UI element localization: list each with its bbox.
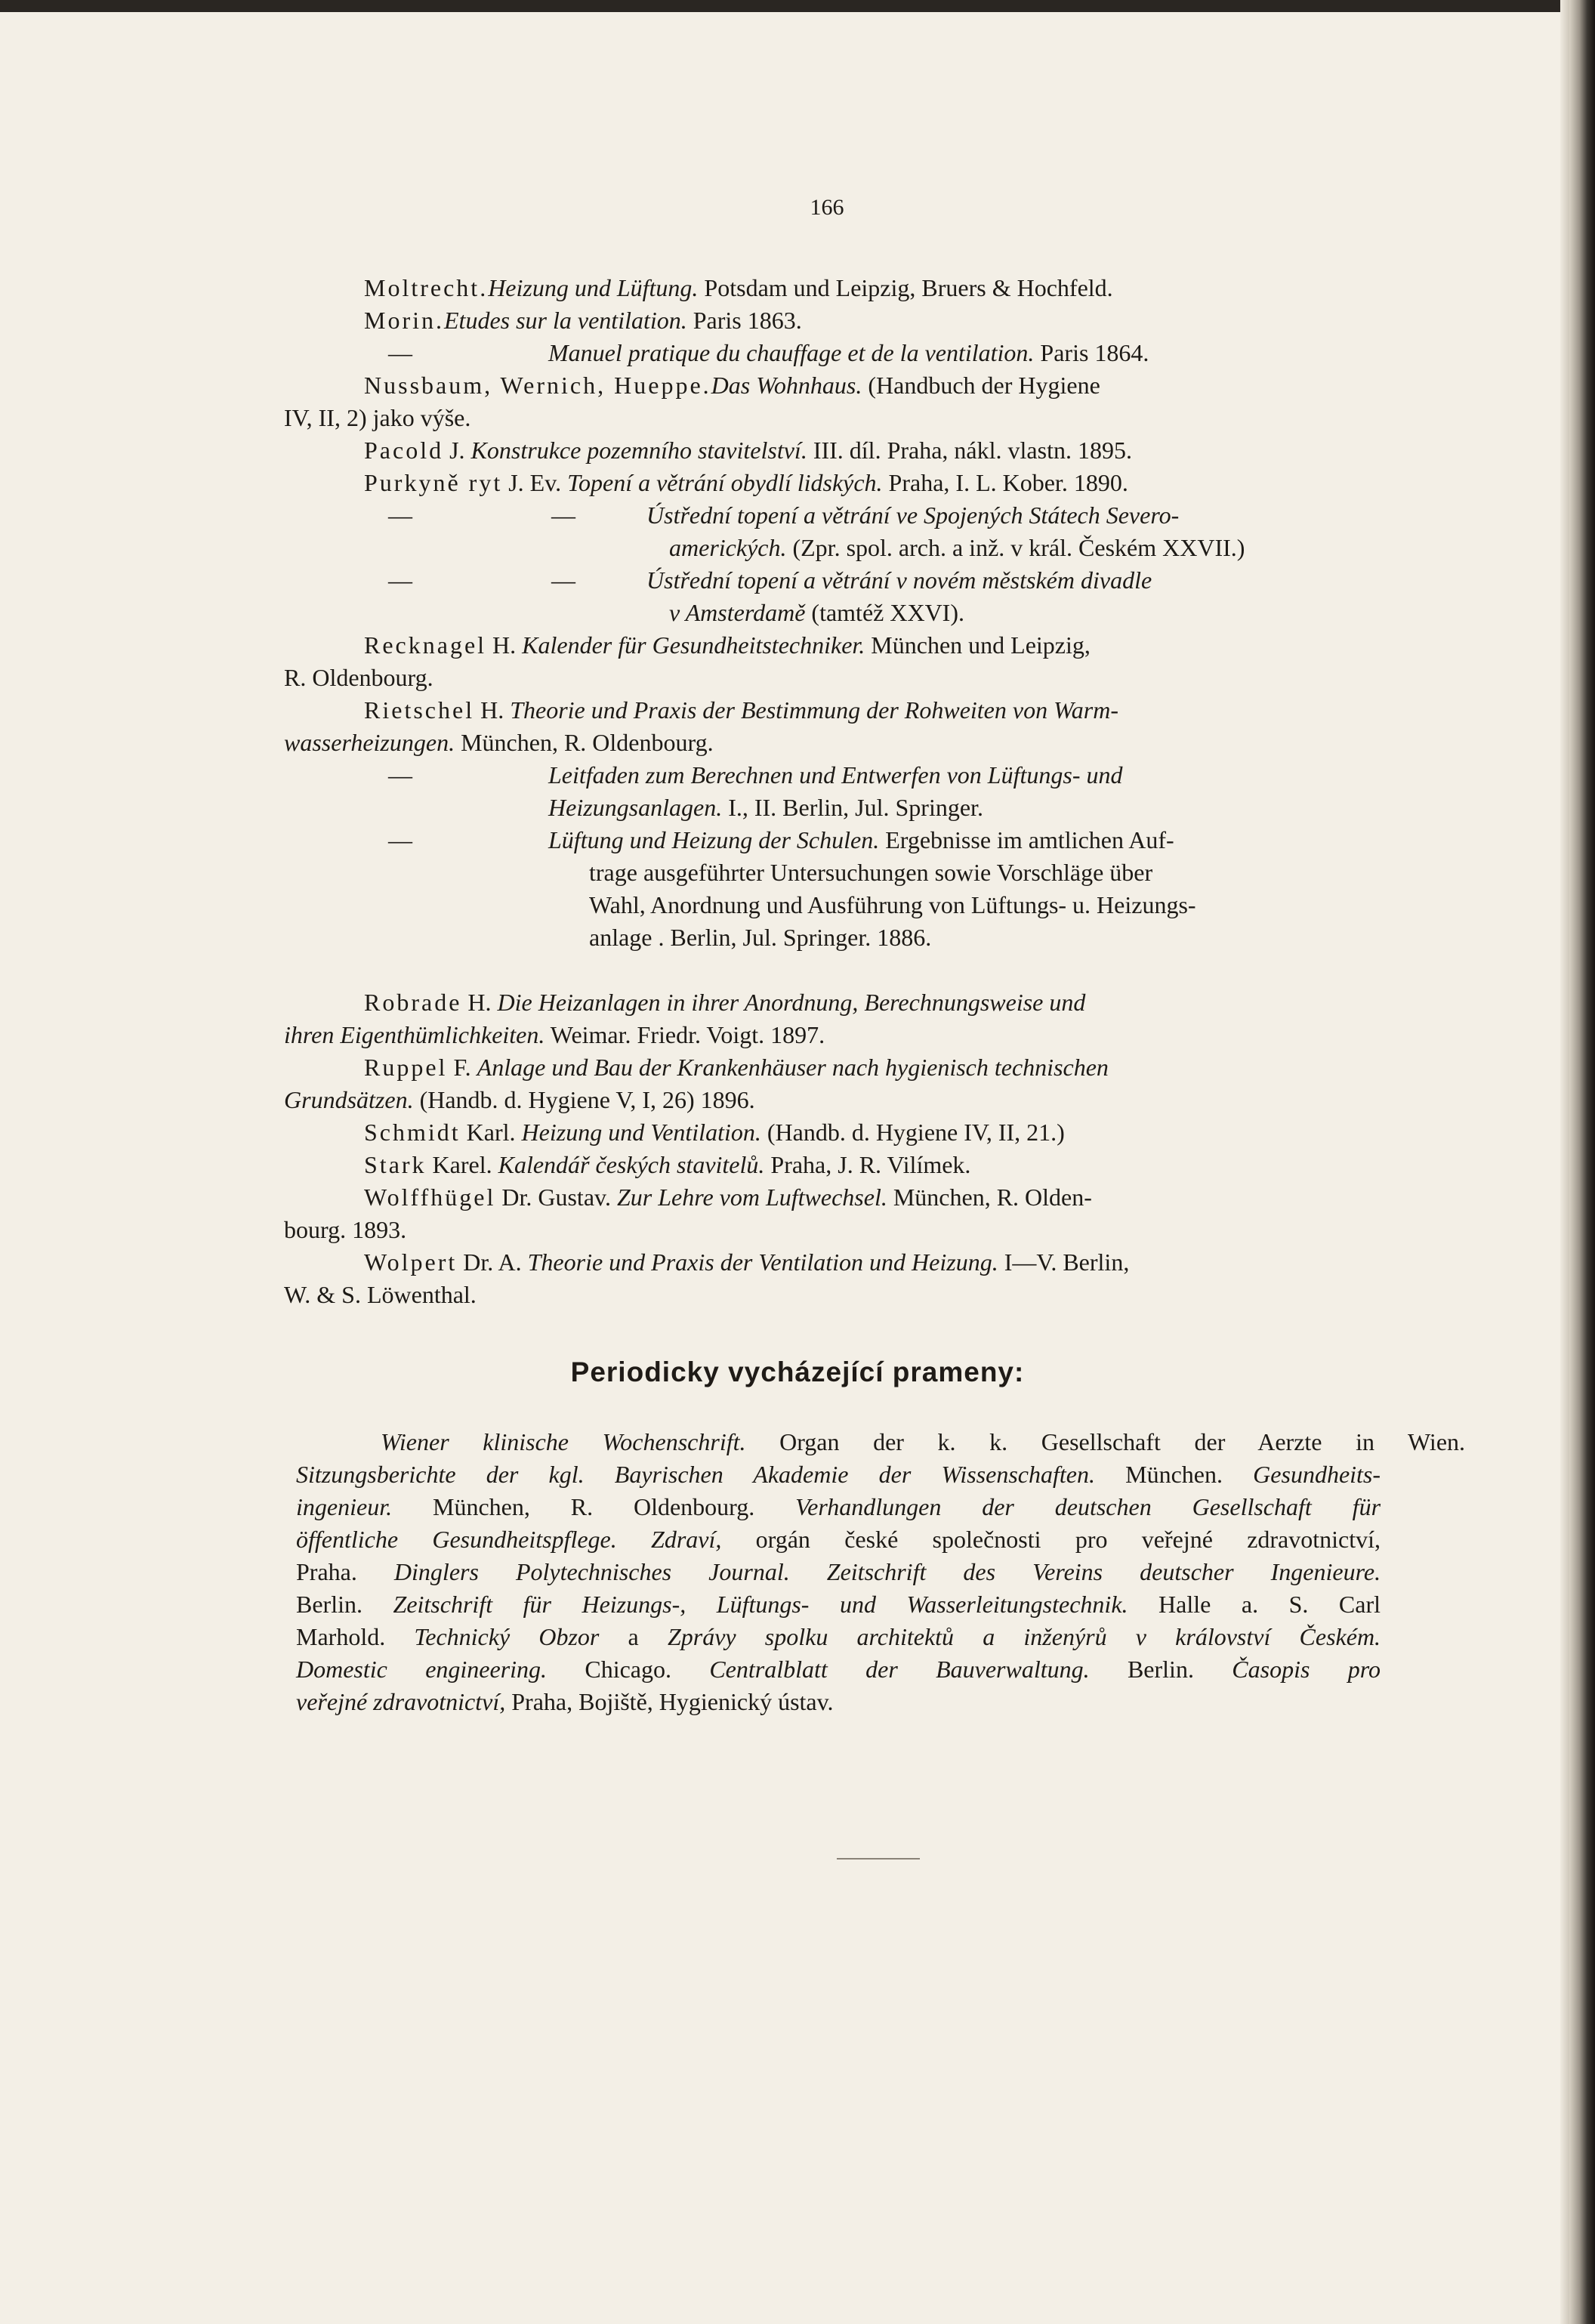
entry-title: Theorie und Praxis der Bestimmung der Rohweiten von Warm- bbox=[510, 696, 1119, 724]
periodical-text: Halle a. S. Carl bbox=[1128, 1591, 1381, 1618]
entry-publication: Weimar. Friedr. Voigt. 1897. bbox=[545, 1021, 825, 1048]
entry-line bbox=[669, 597, 964, 629]
entry-line: Wahl, Anordnung und Ausführung von Lüftungs- u. Heizungs- bbox=[589, 891, 1196, 918]
entry-title: Heizung und Ventilation. bbox=[521, 1119, 761, 1146]
periodical-title: Zprávy spolku architektů a inženýrů v království Českém. bbox=[667, 1623, 1381, 1650]
entry-publication: (Handbuch der Hygiene bbox=[862, 372, 1100, 399]
entry-line bbox=[364, 434, 1132, 467]
entry-author: Rietschel bbox=[364, 696, 475, 724]
entry-title: Anlage und Bau der Krankenhäuser nach hygienisch technischen bbox=[477, 1054, 1109, 1081]
entry-text bbox=[548, 824, 1174, 856]
entry-publication: Ergebnisse im amtlichen Auf- bbox=[879, 826, 1174, 853]
periodicals-line bbox=[296, 1523, 1381, 1556]
entry-title: Lüftung und Heizung der Schulen. bbox=[548, 826, 880, 853]
periodical-text: Praha. bbox=[296, 1558, 394, 1585]
entry-publication: (Handb. d. Hygiene IV, II, 21.) bbox=[760, 1119, 1065, 1146]
periodical-text: Chicago. bbox=[547, 1656, 710, 1683]
entry-publication: Praha, J. R. Vilímek. bbox=[764, 1151, 971, 1178]
ditto-dash: — bbox=[388, 502, 412, 529]
periodical-title: öffentliche Gesundheitspflege. bbox=[296, 1526, 617, 1553]
entry-publication: (tamtéž XXVI). bbox=[805, 599, 964, 626]
periodical-title: Zeitschrift für Heizungs-, Lüftungs- und Wasserleitungstechnik. bbox=[393, 1591, 1128, 1618]
entry-initials: Dr. A. bbox=[457, 1248, 528, 1276]
entry-title: Die Heizanlagen in ihrer Anordnung, Berechnungsweise und bbox=[497, 989, 1086, 1016]
periodical-title: Domestic engineering. bbox=[296, 1656, 548, 1683]
entry-line bbox=[364, 1181, 1092, 1214]
entry-line bbox=[364, 1116, 1065, 1149]
entry-author: Robrade bbox=[364, 989, 462, 1016]
periodical-title: Zeitschrift des Vereins deutscher Ingenieure. bbox=[826, 1558, 1381, 1585]
periodical-text: Organ der k. k. Gesellschaft der Aerzte in Wien. bbox=[745, 1428, 1466, 1455]
entry-title: Manuel pratique du chauffage et de la ventilation. bbox=[548, 339, 1035, 366]
periodical-text: orgán české společnosti pro veřejné zdravotnictví, bbox=[721, 1526, 1381, 1553]
periodicals-line bbox=[296, 1686, 1381, 1718]
periodicals-line bbox=[296, 1588, 1381, 1621]
entry-title: Kalendář českých stavitelů. bbox=[498, 1151, 765, 1178]
entry-line bbox=[364, 369, 1100, 402]
ditto-dash: — bbox=[388, 826, 412, 853]
periodical-title: ingenieur. bbox=[296, 1493, 393, 1520]
entry-title: Kalender für Gesundheitstechniker. bbox=[522, 631, 865, 659]
entry-title: Heizung und Lüftung. bbox=[488, 274, 699, 301]
entry-author: Stark bbox=[364, 1151, 427, 1178]
ditto-dash: — bbox=[388, 566, 412, 594]
page-number: 166 bbox=[810, 195, 844, 220]
entry-author: Pacold bbox=[364, 437, 444, 464]
entry-publication: München und Leipzig, bbox=[865, 631, 1091, 659]
entry-line bbox=[284, 1279, 477, 1311]
periodical-text: Berlin. bbox=[296, 1591, 393, 1618]
ditto-dash: — bbox=[388, 761, 412, 789]
entry-line: anlage . Berlin, Jul. Springer. 1886. bbox=[589, 924, 932, 951]
entry-text bbox=[548, 759, 1122, 792]
periodical-text: München. bbox=[1094, 1461, 1254, 1488]
entry-title: Etudes sur la ventilation. bbox=[444, 307, 687, 334]
entry-title: Konstrukce pozemního stavitelství. bbox=[470, 437, 807, 464]
entry-line bbox=[364, 629, 1091, 662]
periodicals-line bbox=[296, 1458, 1381, 1491]
section-heading: Periodicky vycházející prameny: bbox=[570, 1356, 1025, 1387]
periodical-text: Berlin. bbox=[1089, 1656, 1232, 1683]
entry-author: Morin. bbox=[364, 307, 444, 334]
ditto-dash: — bbox=[388, 339, 412, 366]
periodical-title: Centralblatt der Bauverwaltung. bbox=[709, 1656, 1090, 1683]
ditto-dash: — bbox=[551, 566, 575, 594]
entry-line bbox=[548, 792, 983, 824]
entry-title: Ústřední topení a větrání ve Spojených Státech Severo- bbox=[646, 502, 1180, 529]
scan-page-shadow bbox=[1560, 0, 1569, 2324]
ditto-dash: — bbox=[551, 502, 575, 529]
periodical-title: Technický Obzor bbox=[414, 1623, 600, 1650]
periodical-title: veřejné zdravotnictví, bbox=[296, 1688, 506, 1715]
entry-title-continued: v Amsterdamě bbox=[669, 599, 806, 626]
periodical-title: Zdraví, bbox=[651, 1526, 722, 1553]
periodical-title: Wiener klinische Wochenschrift. bbox=[381, 1428, 746, 1455]
entry-line: trage ausgeführter Untersuchungen sowie Vorschläge über bbox=[589, 859, 1153, 886]
entry-line bbox=[364, 304, 802, 337]
scan-top-edge bbox=[0, 0, 1595, 12]
entry-publication: München, R. Oldenbourg. bbox=[455, 729, 714, 756]
entry-publication: IV, II, 2) jako výše. bbox=[284, 404, 471, 431]
entry-publication: (Handb. d. Hygiene V, I, 26) 1896. bbox=[413, 1086, 755, 1113]
entry-publication: Paris 1863. bbox=[686, 307, 802, 334]
entry-title-continued: Heizungsanlagen. bbox=[548, 794, 723, 821]
entry-line bbox=[364, 1051, 1109, 1084]
periodical-text: Praha, Bojiště, Hygienický ústav. bbox=[505, 1688, 834, 1715]
entry-text bbox=[646, 564, 1152, 597]
entry-initials: J. Ev. bbox=[502, 469, 568, 496]
periodical-title: Dinglers Polytechnisches Journal. bbox=[393, 1558, 790, 1585]
entry-line bbox=[364, 1246, 1129, 1279]
periodical-text: Marhold. bbox=[296, 1623, 415, 1650]
entry-title: Leitfaden zum Berechnen und Entwerfen von Lüftungs- und bbox=[548, 761, 1123, 789]
entry-title: Theorie und Praxis der Ventilation und Heizung. bbox=[527, 1248, 998, 1276]
entry-initials: F. bbox=[447, 1054, 477, 1081]
periodical-text bbox=[790, 1558, 827, 1585]
entry-author: Wolpert bbox=[364, 1248, 458, 1276]
entry-line bbox=[364, 1149, 970, 1181]
entry-text bbox=[646, 499, 1179, 532]
entry-line bbox=[284, 727, 714, 759]
entry-line bbox=[284, 1084, 755, 1116]
entry-publication: III. díl. Praha, nákl. vlastn. 1895. bbox=[807, 437, 1132, 464]
entry-title-continued: wasserheizungen. bbox=[284, 729, 455, 756]
entry-line bbox=[364, 272, 1113, 304]
entry-author: Purkyně ryt bbox=[364, 469, 503, 496]
entry-initials: H. bbox=[461, 989, 498, 1016]
entry-initials: Karel. bbox=[426, 1151, 498, 1178]
periodicals-line bbox=[296, 1621, 1381, 1653]
entry-publication: Potsdam und Leipzig, Bruers & Hochfeld. bbox=[698, 274, 1113, 301]
entry-publication: I., II. Berlin, Jul. Springer. bbox=[722, 794, 983, 821]
periodicals-line bbox=[296, 1653, 1381, 1686]
entry-text bbox=[548, 337, 1149, 369]
entry-title-continued: amerických. bbox=[669, 534, 787, 561]
entry-title: Ústřední topení a větrání v novém městském divadle bbox=[646, 566, 1152, 594]
entry-publication: München, R. Olden- bbox=[887, 1184, 1092, 1211]
periodicals-line bbox=[296, 1556, 1381, 1588]
periodical-text bbox=[617, 1526, 651, 1553]
entry-title: Zur Lehre vom Luftwechsel. bbox=[616, 1184, 887, 1211]
entry-title: Topení a větrání obydlí lidských. bbox=[567, 469, 883, 496]
entry-publication: I—V. Berlin, bbox=[998, 1248, 1130, 1276]
scan-right-edge bbox=[1569, 0, 1595, 2324]
entry-line bbox=[284, 662, 433, 694]
entry-line bbox=[669, 532, 1245, 564]
entry-line bbox=[364, 467, 1128, 499]
entry-line bbox=[284, 402, 470, 434]
periodical-title: Sitzungsberichte der kgl. Bayrischen Akademie der Wissenschaften. bbox=[296, 1461, 1095, 1488]
entry-line bbox=[284, 1019, 825, 1051]
entry-initials: H. bbox=[486, 631, 523, 659]
entry-initials: J. bbox=[443, 437, 471, 464]
periodical-text: a bbox=[599, 1623, 668, 1650]
entry-title-continued: ihren Eigenthümlichkeiten. bbox=[284, 1021, 545, 1048]
entry-line bbox=[364, 986, 1085, 1019]
entry-publication: R. Oldenbourg. bbox=[284, 664, 433, 691]
entry-title: Das Wohnhaus. bbox=[711, 372, 862, 399]
periodicals-line bbox=[296, 1491, 1381, 1523]
entry-author: Schmidt bbox=[364, 1119, 461, 1146]
periodical-title: Časopis pro bbox=[1232, 1656, 1381, 1683]
entry-publication: Praha, I. L. Kober. 1890. bbox=[882, 469, 1128, 496]
entry-author: Recknagel bbox=[364, 631, 487, 659]
entry-line bbox=[364, 694, 1118, 727]
periodicals-paragraph bbox=[296, 1426, 1466, 1718]
entry-author: Wolffhügel bbox=[364, 1184, 496, 1211]
entry-publication: (Zpr. spol. arch. a inž. v král. Českém XXVII.) bbox=[786, 534, 1245, 561]
entry-author: Moltrecht. bbox=[364, 274, 489, 301]
entry-author: Ruppel bbox=[364, 1054, 448, 1081]
entry-initials: Dr. Gustav. bbox=[495, 1184, 617, 1211]
end-rule bbox=[837, 1858, 920, 1860]
entry-publication: Paris 1864. bbox=[1034, 339, 1149, 366]
periodicals-line bbox=[296, 1426, 1465, 1458]
entry-publication: bourg. 1893. bbox=[284, 1216, 407, 1243]
entry-author: Nussbaum, Wernich, Hueppe. bbox=[364, 372, 711, 399]
periodical-title: Gesundheits- bbox=[1253, 1461, 1381, 1488]
entry-title-continued: Grundsätzen. bbox=[284, 1086, 414, 1113]
entry-line bbox=[284, 1214, 406, 1246]
entry-initials: H. bbox=[474, 696, 511, 724]
periodical-text: München, R. Oldenbourg. bbox=[392, 1493, 796, 1520]
entry-publication: W. & S. Löwenthal. bbox=[284, 1281, 477, 1308]
entry-initials: Karl. bbox=[460, 1119, 522, 1146]
periodical-title: Verhandlungen der deutschen Gesellschaft für bbox=[795, 1493, 1381, 1520]
